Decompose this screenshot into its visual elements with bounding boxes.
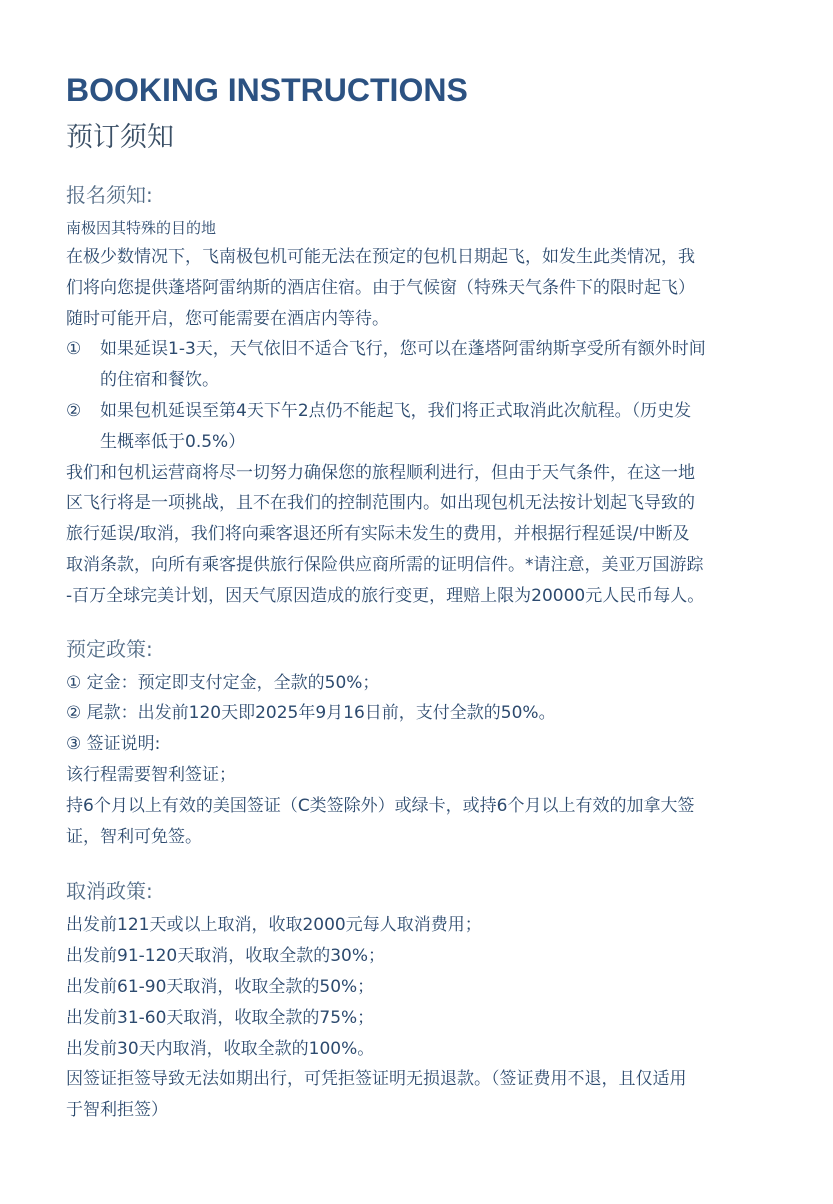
registration-closing-line: -百万全球完美计划，因天气原因造成的旅行变更，理赔上限为20000元人民币每人。 bbox=[66, 585, 705, 606]
registration-intro-line: 随时可能开启，您可能需要在酒店内等待。 bbox=[66, 308, 389, 329]
booking-policy-line: 该行程需要智利签证； bbox=[66, 764, 236, 785]
cancellation-policy-section bbox=[66, 876, 766, 1126]
booking-policy-line: ② 尾款：出发前120天即2025年9月16日前，支付全款的50%。 bbox=[66, 703, 556, 724]
registration-list-item bbox=[66, 396, 766, 458]
registration-intro-line: 在极少数情况下，飞南极包机可能无法在预定的包机日期起飞，如发生此类情况，我 bbox=[66, 247, 695, 267]
booking-policy-line: 证，智利可免签。 bbox=[66, 826, 202, 847]
booking-policy-line: ① 定金：预定即支付定金，全款的50%； bbox=[66, 672, 380, 693]
registration-closing-line: 区飞行将是一项挑战，且不在我们的控制范围内。如出现包机无法按计划起飞导致的 bbox=[66, 493, 695, 514]
cancellation-policy-line: 因签证拒签导致无法如期出行，可凭拒签证明无损退款。（签证费用不退，且仅适用 bbox=[66, 1069, 687, 1090]
cancellation-policy-line: 出发前61-90天取消，收取全款的50%； bbox=[66, 976, 375, 997]
registration-list-item bbox=[66, 334, 766, 396]
registration-closing-line: 我们和包机运营商将尽一切努力确保您的旅程顺利进行，但由于天气条件，在这一地 bbox=[66, 462, 695, 483]
list-item-line: 如果延误1-3天，天气依旧不适合飞行，您可以在蓬塔阿雷纳斯享受所有额外时间 bbox=[100, 339, 706, 360]
booking-policy-heading: 预定政策: bbox=[66, 636, 153, 661]
page-title-english: BOOKING INSTRUCTIONS bbox=[66, 72, 468, 108]
cancellation-policy-heading: 取消政策: bbox=[66, 879, 153, 904]
registration-heading: 报名须知: bbox=[66, 183, 153, 207]
registration-closing-line: 旅行延误/取消，我们将向乘客退还所有实际未发生的费用，并根据行程延误/中断及 bbox=[66, 524, 690, 545]
list-item-line: 生概率低于0.5%） bbox=[100, 431, 246, 452]
registration-section bbox=[66, 180, 766, 612]
document-content bbox=[66, 70, 766, 1126]
cancellation-policy-line: 出发前30天内取消，收取全款的100%。 bbox=[66, 1038, 375, 1059]
registration-intro-line: 们将向您提供蓬塔阿雷纳斯的酒店住宿。由于气候窗（特殊天气条件下的限时起飞） bbox=[66, 277, 695, 298]
list-number: ② bbox=[66, 400, 82, 421]
registration-subtitle: 南极因其特殊的目的地 bbox=[66, 219, 217, 237]
cancellation-policy-line: 出发前31-60天取消，收取全款的75%； bbox=[66, 1007, 375, 1028]
cancellation-policy-line: 出发前91-120天取消，收取全款的30%； bbox=[66, 946, 385, 967]
cancellation-policy-line: 出发前121天或以上取消，收取2000元每人取消费用； bbox=[66, 915, 482, 936]
booking-policy-section bbox=[66, 634, 766, 853]
list-item-line: 的住宿和餐饮。 bbox=[100, 370, 219, 391]
booking-policy-line: 持6个月以上有效的美国签证（C类签除外）或绿卡，或持6个月以上有效的加拿大签 bbox=[66, 795, 695, 816]
list-number: ① bbox=[66, 339, 82, 360]
list-item-line: 如果包机延误至第4天下午2点仍不能起飞，我们将正式取消此次航程。（历史发 bbox=[100, 400, 692, 421]
registration-closing-line: 取消条款，向所有乘客提供旅行保险供应商所需的证明信件。*请注意，美亚万国游踪 bbox=[66, 554, 704, 575]
cancellation-policy-line: 于智利拒签） bbox=[66, 1100, 168, 1121]
booking-policy-line: ③ 签证说明: bbox=[66, 734, 161, 755]
page-title-chinese: 预订须知 bbox=[66, 122, 174, 153]
